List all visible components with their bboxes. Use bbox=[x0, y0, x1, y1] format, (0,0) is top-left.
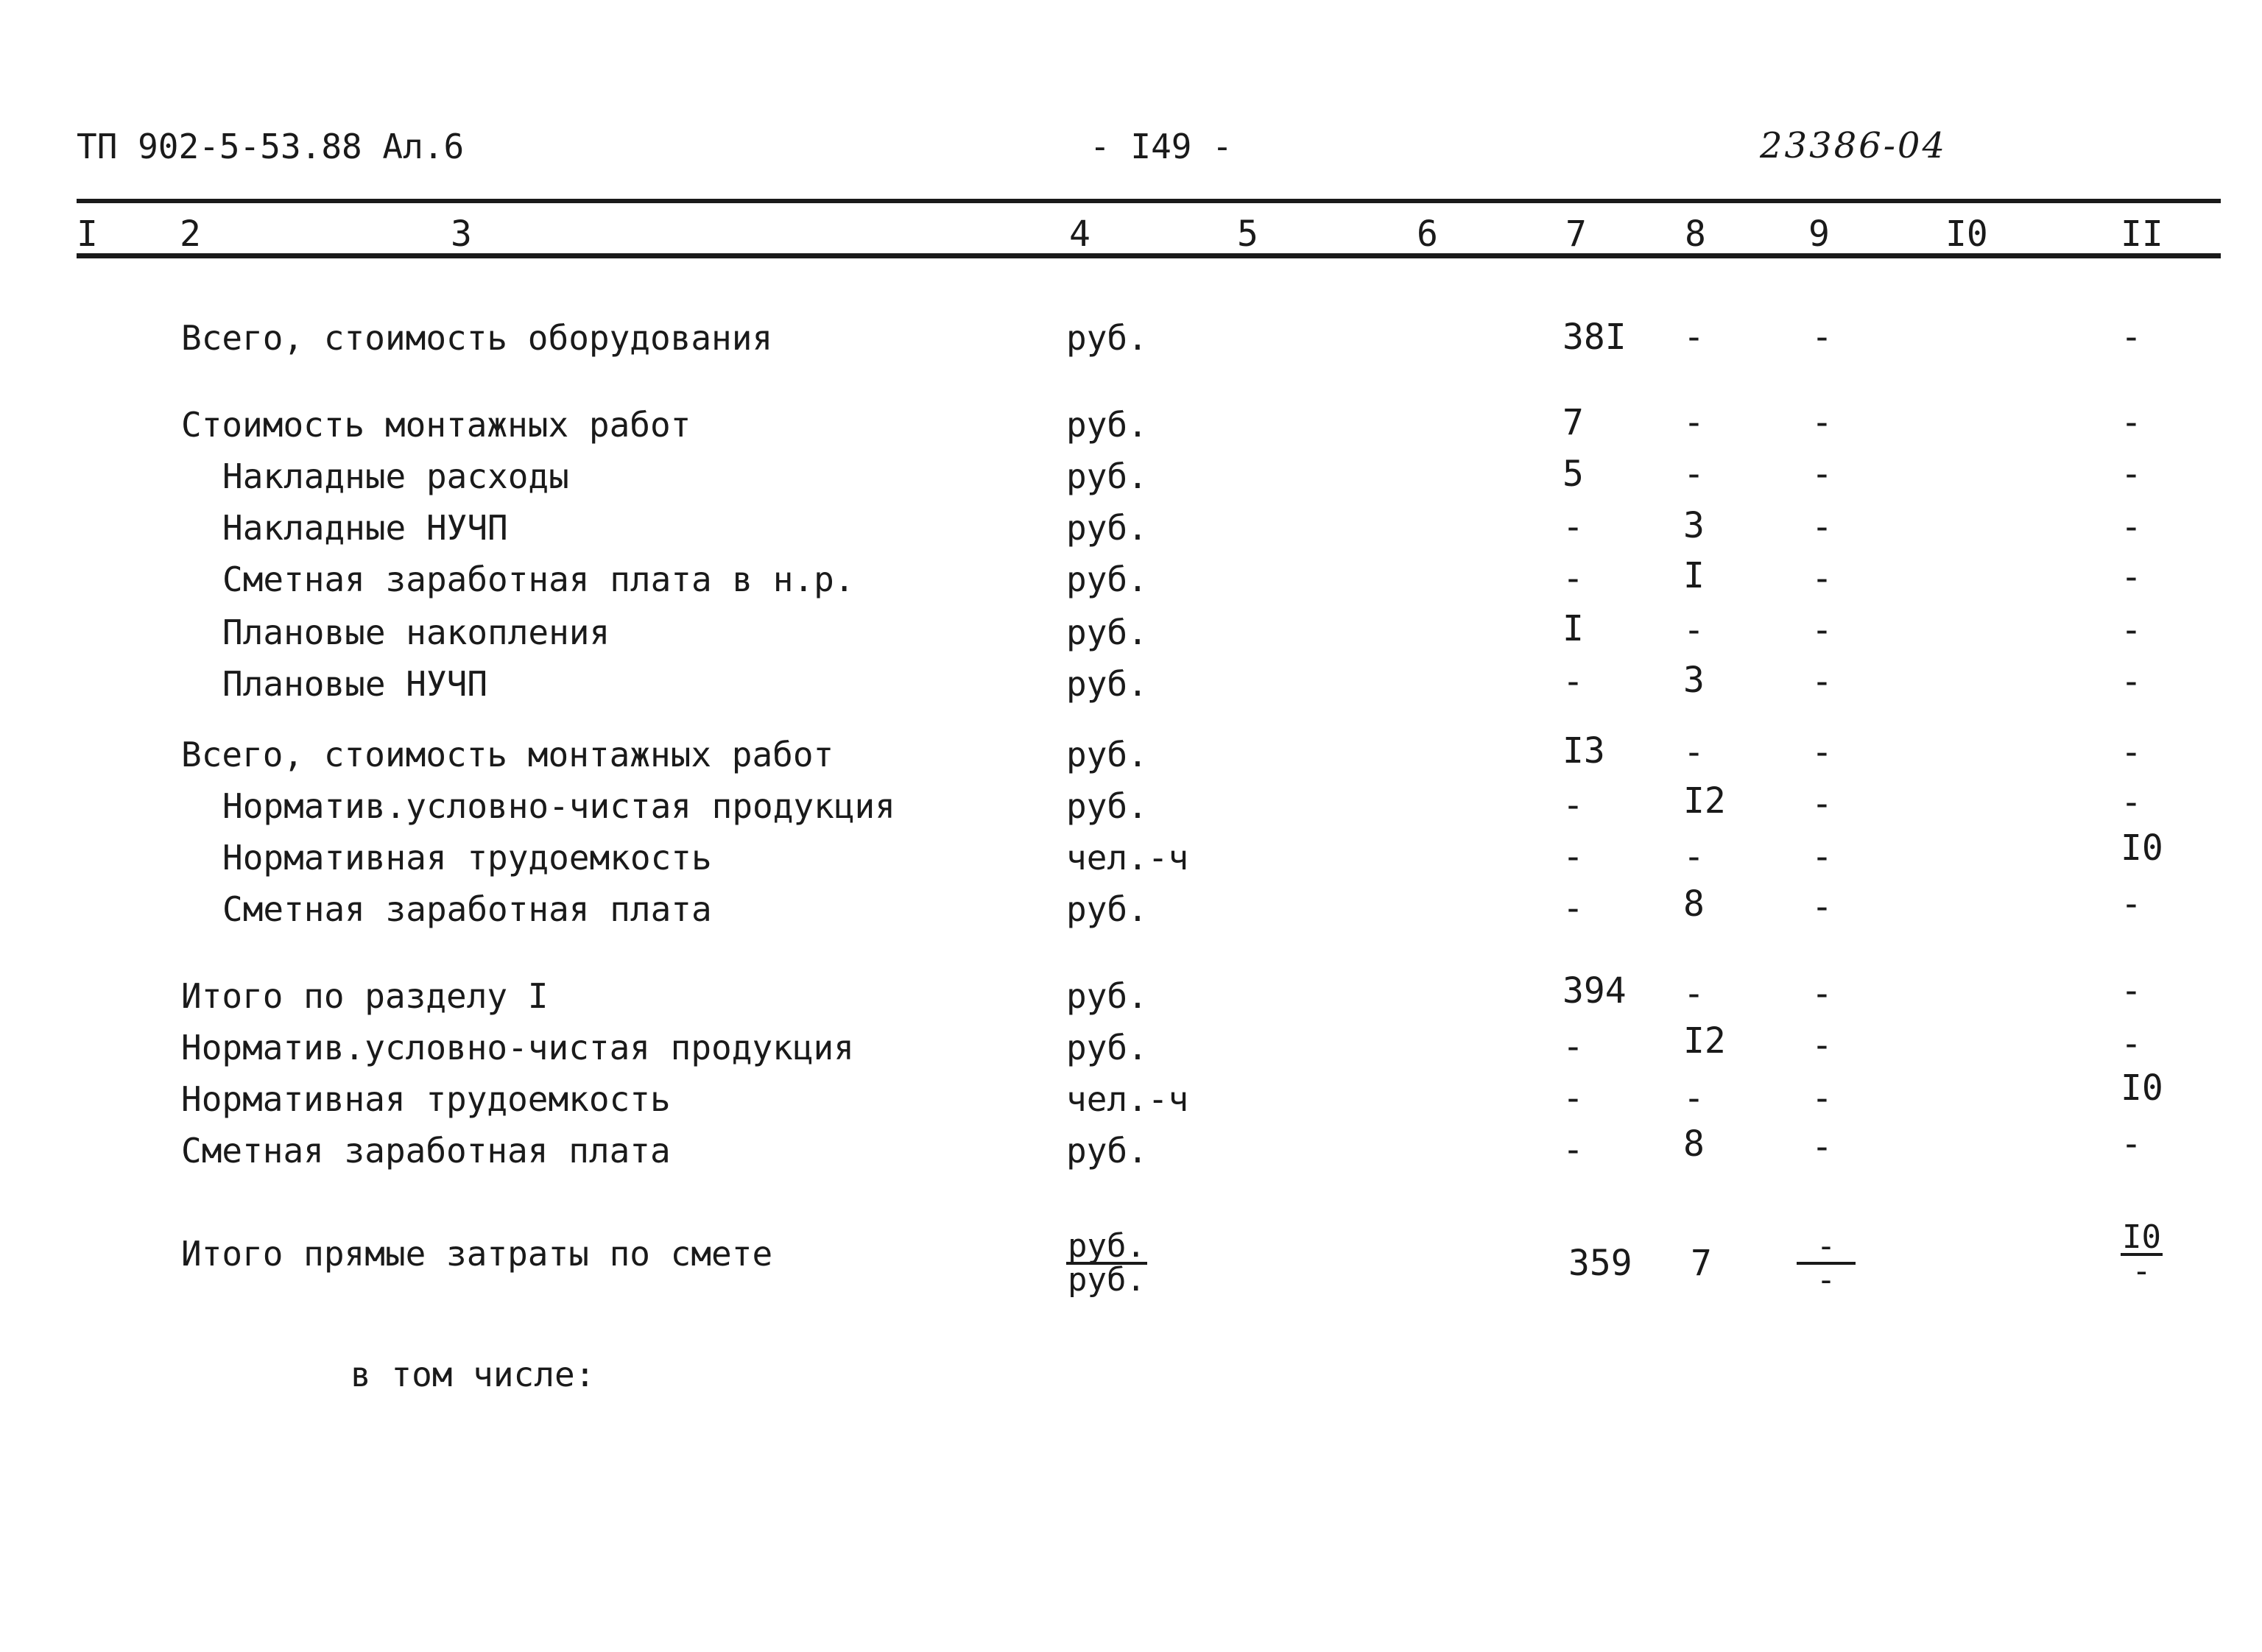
handwritten-stamp: 23386-04 bbox=[1760, 125, 1947, 166]
row-label: Всего, стоимость оборудования bbox=[181, 318, 773, 358]
cell-col9: - bbox=[1811, 1025, 1833, 1066]
cell-col7: - bbox=[1562, 836, 1584, 878]
cell-col11: - bbox=[2121, 317, 2142, 358]
row-unit: руб. bbox=[1066, 456, 1148, 496]
row-unit: руб. bbox=[1066, 976, 1148, 1016]
cell-col11: - bbox=[2121, 453, 2142, 495]
cell-col11: - bbox=[2121, 1123, 2142, 1165]
cell-col11: - bbox=[2121, 557, 2142, 598]
row-unit: руб. bbox=[1066, 889, 1148, 929]
column-header: 4 bbox=[1069, 213, 1091, 255]
cell-col7: - bbox=[1562, 1078, 1584, 1119]
row-unit: руб. bbox=[1066, 1131, 1148, 1171]
cell-col9: - bbox=[1811, 836, 1833, 878]
cell-col7: 5 bbox=[1562, 453, 1584, 495]
cell-col8: I2 bbox=[1683, 780, 1726, 822]
cell-col8: 3 bbox=[1683, 660, 1705, 701]
cell-col11: - bbox=[2121, 883, 2142, 925]
row-label: Сметная заработная плата bbox=[181, 1131, 671, 1171]
row-label: Норматив.условно-чистая продукция bbox=[181, 1028, 854, 1067]
cell-col7: - bbox=[1562, 888, 1584, 929]
cell-col11: - bbox=[2121, 506, 2142, 548]
cell-col9: - bbox=[1811, 1126, 1833, 1168]
row-label: Всего, стоимость монтажных работ bbox=[181, 735, 834, 774]
cell-col8: I bbox=[1683, 555, 1705, 596]
cell-col8: - bbox=[1683, 1078, 1705, 1119]
row-label: Накладные расходы bbox=[222, 456, 569, 496]
row-unit: руб. bbox=[1066, 405, 1148, 445]
cell-col9: - bbox=[1811, 661, 1833, 702]
column-header: 5 bbox=[1237, 213, 1258, 255]
cell-col7: I bbox=[1562, 608, 1584, 649]
document-code: ТП 902-5-53.88 Ал.6 bbox=[77, 127, 465, 166]
cell-col9: - bbox=[1811, 506, 1833, 548]
cell-col8: - bbox=[1683, 973, 1705, 1014]
cell-col11: - bbox=[2121, 782, 2142, 823]
cell-col7: I3 bbox=[1562, 730, 1605, 772]
total-label: Итого прямые затраты по смете bbox=[181, 1234, 773, 1274]
cell-col11: - bbox=[2121, 1023, 2142, 1065]
row-unit: руб. bbox=[1066, 560, 1148, 599]
column-header: 6 bbox=[1417, 213, 1438, 255]
total-unit-fraction bbox=[1066, 1227, 1147, 1299]
table-header-rule bbox=[77, 253, 2221, 258]
total-unit-numerator: руб. bbox=[1068, 1227, 1146, 1265]
cell-col9: - bbox=[1811, 732, 1833, 773]
cell-col9: - bbox=[1811, 886, 1833, 928]
cell-col7: - bbox=[1562, 1129, 1584, 1171]
column-header: 8 bbox=[1685, 213, 1706, 255]
total-col9-numerator: - bbox=[1797, 1231, 1856, 1265]
column-header: I bbox=[77, 213, 98, 255]
row-unit: руб. bbox=[1066, 1028, 1148, 1067]
footer-note: в том числе: bbox=[350, 1355, 596, 1394]
row-label: Итого по разделу I bbox=[181, 976, 549, 1016]
row-label: Нормативная трудоемкость bbox=[222, 838, 712, 878]
cell-col8: 8 bbox=[1683, 883, 1705, 925]
cell-col8: - bbox=[1683, 732, 1705, 773]
row-unit: чел.-ч bbox=[1066, 838, 1189, 878]
column-header: 7 bbox=[1565, 213, 1587, 255]
total-col7: 359 bbox=[1568, 1243, 1632, 1284]
total-col8: 7 bbox=[1691, 1243, 1712, 1284]
cell-col9: - bbox=[1811, 317, 1833, 358]
cell-col11: - bbox=[2121, 661, 2142, 702]
row-label: Стоимость монтажных работ bbox=[181, 405, 691, 445]
table-top-rule bbox=[77, 199, 2221, 203]
row-label: Сметная заработная плата bbox=[222, 889, 712, 929]
row-unit: руб. bbox=[1066, 786, 1148, 826]
column-header: I0 bbox=[1945, 213, 1988, 255]
cell-col7: 394 bbox=[1562, 970, 1627, 1012]
cell-col9: - bbox=[1811, 1078, 1833, 1119]
row-unit: руб. bbox=[1066, 664, 1148, 704]
row-label: Сметная заработная плата в н.р. bbox=[222, 560, 855, 599]
row-unit: чел.-ч bbox=[1066, 1079, 1189, 1119]
cell-col11: - bbox=[2121, 970, 2142, 1012]
cell-col11: - bbox=[2121, 402, 2142, 443]
cell-col8: I2 bbox=[1683, 1020, 1726, 1062]
cell-col11: - bbox=[2121, 732, 2142, 773]
row-label: Нормативная трудоемкость bbox=[181, 1079, 671, 1119]
cell-col8: - bbox=[1683, 402, 1705, 443]
row-unit: руб. bbox=[1066, 318, 1148, 358]
cell-col9: - bbox=[1811, 453, 1833, 495]
cell-col7: 7 bbox=[1562, 402, 1584, 443]
cell-col11: I0 bbox=[2121, 1067, 2163, 1109]
row-unit: руб. bbox=[1066, 508, 1148, 548]
cell-col9: - bbox=[1811, 610, 1833, 651]
column-header: 3 bbox=[451, 213, 472, 255]
total-unit-denominator: руб. bbox=[1068, 1261, 1146, 1299]
cell-col9: - bbox=[1811, 973, 1833, 1014]
row-unit: руб. bbox=[1066, 735, 1148, 774]
cell-col8: - bbox=[1683, 453, 1705, 495]
total-col9-denominator: - bbox=[1816, 1261, 1836, 1299]
total-col11-numerator: I0 bbox=[2122, 1218, 2161, 1256]
cell-col7: - bbox=[1562, 785, 1584, 826]
cell-col9: - bbox=[1811, 558, 1833, 599]
row-label: Плановые накопления bbox=[222, 613, 610, 652]
cell-col11: I0 bbox=[2121, 827, 2163, 869]
cell-col7: - bbox=[1562, 506, 1584, 548]
total-col11-denominator: - bbox=[2132, 1252, 2152, 1290]
cell-col9: - bbox=[1811, 783, 1833, 825]
cell-col8: 3 bbox=[1683, 505, 1705, 546]
total-col9-fraction bbox=[1797, 1227, 1856, 1299]
cell-col8: - bbox=[1683, 836, 1705, 878]
page-number: - I49 - bbox=[1090, 127, 1233, 166]
column-header: 2 bbox=[180, 213, 201, 255]
cell-col8: 8 bbox=[1683, 1123, 1705, 1165]
cell-col8: - bbox=[1683, 610, 1705, 651]
cell-col7: - bbox=[1562, 558, 1584, 599]
cell-col7: - bbox=[1562, 661, 1584, 702]
row-label: Плановые НУЧП bbox=[222, 664, 488, 704]
column-header: 9 bbox=[1808, 213, 1830, 255]
cell-col8: - bbox=[1683, 317, 1705, 358]
total-col11-fraction bbox=[2121, 1218, 2163, 1290]
row-label: Норматив.условно-чистая продукция bbox=[222, 786, 895, 826]
cell-col11: - bbox=[2121, 610, 2142, 651]
row-unit: руб. bbox=[1066, 613, 1148, 652]
column-header: II bbox=[2121, 213, 2163, 255]
row-label: Накладные НУЧП bbox=[222, 508, 508, 548]
cell-col7: - bbox=[1562, 1026, 1584, 1067]
cell-col9: - bbox=[1811, 402, 1833, 443]
cell-col7: 38I bbox=[1562, 317, 1627, 358]
